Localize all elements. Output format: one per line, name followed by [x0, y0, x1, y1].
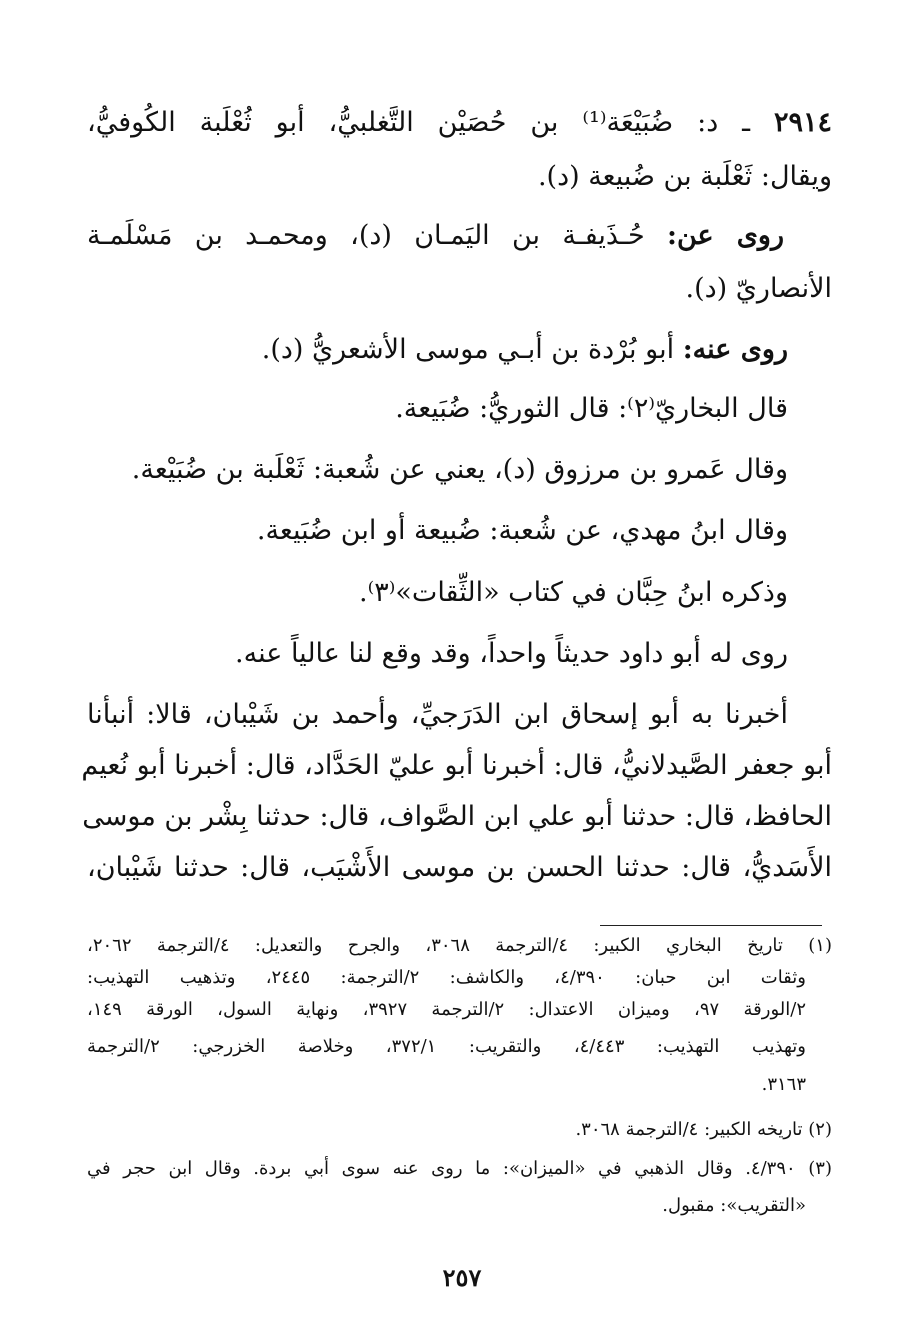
isnad-line2: أبو جعفر الصَّيدلانيُّ، قال: أخبرنا أبو عليّ الحَدَّاد، قال: أخبرنا أبو نُعيم	[81, 750, 832, 781]
footnote-1-line2: وثقات ابن حبان: ٤/٣٩٠، والكاشف: ٢/الترجمة: ٢٤٤٥، وتذهيب التهذيب:	[87, 967, 806, 988]
paragraph-hibban: وذكره ابنُ حِبَّان في كتاب «الثِّقات»⁽٣⁾.	[359, 577, 788, 608]
page-number: ٢٥٧	[442, 1263, 482, 1292]
rawa-anhu-label: روى عنه:	[682, 334, 788, 365]
footnote-3-line1: (٣) ٤/٣٩٠. وقال الذهبي في «الميزان»: ما روى عنه سوى أبي بردة. وقال ابن حجر في	[87, 1158, 832, 1179]
footnote-1-line3: ٢/الورقة ٩٧، وميزان الاعتدال: ٢/الترجمة ٣٩٢٧، ونهاية السول، الورقة ١٤٩،	[87, 999, 806, 1020]
rawa-an-line2: الأنصاريّ (د).	[685, 273, 832, 304]
paragraph-rawa-lahu: روى له أبو داود حديثاً واحداً، وقد وقع لنا عالياً عنه.	[235, 638, 788, 669]
entry-heading-text: ـ د: ضُبَيْعَة⁽¹⁾ بن حُصَيْن التَّغلبيُّ، أبو ثُعْلَبة الكُوفيُّ،	[87, 107, 751, 138]
isnad-line3: الحافظ، قال: حدثنا أبو علي ابن الصَّواف، قال: حدثنا بِشْر بن موسى	[82, 801, 832, 832]
rawa-an-text: حُـذَيفـة بن اليَمـان (د)، ومحمـد بن مَسْلَمـة	[87, 220, 645, 251]
footnote-2: (٢) تاريخه الكبير: ٤/الترجمة ٣٠٦٨.	[575, 1119, 832, 1140]
entry-heading-line2: ويقال: ثَعْلَبة بن ضُبيعة (د).	[537, 161, 832, 192]
footnote-1-line5: ٣١٦٣.	[761, 1074, 806, 1095]
isnad-line4: الأَسَديُّ، قال: حدثنا الحسن بن موسى الأَشْيَب، قال: حدثنا شَيْبان،	[87, 852, 832, 883]
rawa-anhu-text: أبو بُرْدة بن أبـي موسى الأشعريُّ (د).	[261, 334, 675, 365]
paragraph-amr: وقال عَمرو بن مرزوق (د)، يعني عن شُعبة: ثَعْلَبة بن ضُبَيْعة.	[131, 454, 788, 485]
footnote-3-line2: «التقريب»: مقبول.	[662, 1195, 806, 1216]
paragraph-mahdi: وقال ابنُ مهدي، عن شُعبة: ضُبيعة أو ابن ضُبَيعة.	[256, 515, 788, 546]
rawa-an-line1	[87, 219, 832, 253]
footnote-divider	[600, 925, 822, 926]
rawa-anhu-line	[88, 333, 788, 367]
entry-heading-line1	[87, 106, 832, 140]
rawa-an-label: روى عن:	[667, 220, 784, 251]
footnote-1-line1: (١) تاريخ البخاري الكبير: ٤/الترجمة ٣٠٦٨، والجرح والتعديل: ٤/الترجمة ٢٠٦٢،	[87, 935, 832, 956]
footnote-1-line4: وتهذيب التهذيب: ٤/٤٤٣، والتقريب: ٣٧٢/١، وخلاصة الخزرجي: ٢/الترجمة	[87, 1036, 806, 1057]
isnad-line1: أخبرنا به أبو إسحاق ابن الدَرَجيِّ، وأحمد بن شَيْبان، قالا: أنبأنا	[87, 699, 788, 730]
entry-number: ٢٩١٤	[773, 107, 832, 138]
paragraph-bukhari: قال البخاريّ⁽٢⁾: قال الثوريُّ: ضُبَيعة.	[395, 393, 788, 424]
